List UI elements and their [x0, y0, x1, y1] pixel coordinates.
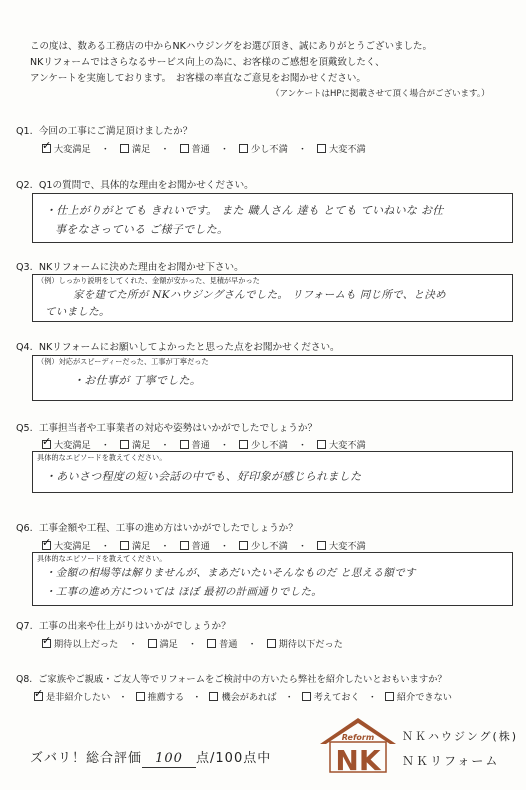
q4-question	[16, 339, 340, 353]
q7-option-3[interactable]	[207, 636, 237, 650]
q7-option-2[interactable]	[148, 636, 178, 650]
q6-answer-line-2: ・工事の進め方については ほぼ 最初の計画通りでした。	[45, 586, 323, 598]
q7-option-4-label: 期待以下だった	[278, 639, 343, 650]
q5-option-4[interactable]	[239, 437, 288, 451]
q7-number: Q7.	[16, 621, 33, 632]
checkbox-checked-icon[interactable]	[42, 440, 51, 449]
q8-option-3[interactable]	[209, 689, 276, 703]
q8-option-4[interactable]	[302, 689, 360, 703]
q4-example: （例）対応がスピーディーだった、工事が丁寧だった	[37, 357, 209, 366]
q5-option-1[interactable]	[42, 437, 91, 451]
q5-answer-line-1: ・あいさつ程度の短い会話の中でも、好印象が感じられました	[45, 470, 362, 483]
q5-text: 工事担当者や工事業者の対応や姿勢はいかがでしたでしょうか？	[38, 423, 318, 434]
intro-line-3: アンケートを実施しております。 お客様の率直なご意見をお聞かせください。	[30, 73, 366, 84]
q3-number: Q3.	[16, 262, 33, 273]
checkbox-icon[interactable]	[239, 144, 248, 153]
company-name-1: ＮＫハウジング(株)	[402, 730, 519, 743]
q8-question	[16, 671, 447, 685]
checkbox-icon[interactable]	[239, 541, 248, 550]
q1-question	[16, 123, 192, 137]
q8-option-2-label: 推薦する	[147, 692, 185, 703]
checkbox-icon[interactable]	[267, 639, 276, 648]
q6-option-5-label: 大変不満	[329, 541, 366, 552]
intro-note: （アンケートはHPに掲載させて頂く場合がございます。）	[271, 89, 490, 99]
score-suffix: 点/100点中	[196, 751, 272, 766]
q8-option-5[interactable]	[385, 689, 452, 703]
logo-reform-text: Reform	[341, 733, 375, 742]
q5-option-4-label: 少し不満	[251, 440, 288, 451]
checkbox-icon[interactable]	[120, 144, 129, 153]
q1-text: 今回の工事にご満足頂けましたか？	[38, 126, 193, 137]
checkbox-icon[interactable]	[180, 541, 189, 550]
checkbox-icon[interactable]	[209, 692, 218, 701]
q6-option-2[interactable]	[120, 538, 150, 552]
checkbox-checked-icon[interactable]	[42, 541, 51, 550]
q5-option-5-label: 大変不満	[329, 440, 366, 451]
checkbox-icon[interactable]	[180, 440, 189, 449]
q6-answer-line-1: ・金額の相場等は解りませんが、まあだいたいそんなものだ と思える額です	[45, 567, 416, 579]
checkbox-checked-icon[interactable]	[42, 144, 51, 153]
total-score	[30, 751, 271, 768]
q7-option-1-label: 期待以上だった	[54, 639, 119, 650]
q6-number: Q6.	[16, 523, 33, 534]
q3-answer-box[interactable]	[32, 274, 513, 322]
nk-reform-logo	[316, 716, 400, 774]
q3-example: （例）しっかり説明をしてくれた、金額が安かった、見積が早かった	[37, 276, 260, 285]
q6-answer-box[interactable]	[32, 552, 513, 606]
q1-option-4-label: 少し不満	[251, 144, 288, 155]
checkbox-icon[interactable]	[302, 692, 311, 701]
q5-option-2[interactable]	[120, 437, 150, 451]
q3-question	[16, 259, 244, 273]
checkbox-icon[interactable]	[148, 639, 157, 648]
q2-question	[16, 177, 254, 191]
q7-option-2-label: 満足	[159, 639, 178, 650]
q3-text: NKリフォームに決めた理由をお聞かせ下さい。	[38, 262, 244, 273]
q6-option-4[interactable]	[239, 538, 288, 552]
q8-option-4-label: 考えておく	[313, 692, 360, 703]
q2-text: Q1の質問で、具体的な理由をお聞かせください。	[38, 180, 254, 191]
q2-answer-line-2: 事をなさっている ご様子でした。	[55, 223, 229, 236]
q6-episode-label: 具体的なエピソードを教えてください。	[37, 554, 167, 563]
q7-text: 工事の出来や仕上がりはいかがでしょうか？	[38, 621, 231, 632]
q5-answer-box[interactable]	[32, 451, 513, 493]
checkbox-icon[interactable]	[120, 541, 129, 550]
q5-question	[16, 420, 317, 434]
q5-option-3[interactable]	[180, 437, 210, 451]
q5-episode-label: 具体的なエピソードを教えてください。	[37, 453, 167, 462]
q7-option-3-label: 普通	[219, 639, 238, 650]
q7-option-1[interactable]	[42, 636, 118, 650]
q8-option-2[interactable]	[136, 689, 185, 703]
q3-answer-line-2: ていました。	[45, 306, 110, 318]
q8-option-1-label: 是非紹介したい	[46, 692, 111, 703]
q8-text: ご家族やご親戚・ご友人等でリフォームをご検討中の方いたら弊社を紹介したいとおもいますか？	[38, 674, 447, 685]
q8-option-5-label: 紹介できない	[396, 692, 452, 703]
q1-options: ✓ 大変満足 ・ 満足 ・ 普通 ・ 少し不満 ・ 大変不満	[42, 141, 366, 155]
q5-option-3-label: 普通	[191, 440, 210, 451]
q1-option-2[interactable]	[120, 141, 150, 155]
checkbox-icon[interactable]	[317, 144, 326, 153]
q6-option-1[interactable]	[42, 538, 91, 552]
q4-text: NKリフォームにお願いしてよかったと思った点をお聞かせください。	[38, 342, 340, 353]
q1-option-3[interactable]	[180, 141, 210, 155]
company-name-2: ＮＫリフォーム	[402, 754, 500, 768]
q2-answer-line-1: ・仕上がりがとても きれいです。 また 職人さん 達も とても ていねいな お仕	[45, 204, 444, 217]
q1-option-5-label: 大変不満	[329, 144, 366, 155]
checkbox-icon[interactable]	[385, 692, 394, 701]
q1-option-4[interactable]	[239, 141, 288, 155]
q7-option-4[interactable]	[267, 636, 343, 650]
q4-number: Q4.	[16, 342, 33, 353]
q2-answer-box[interactable]	[32, 193, 513, 243]
q6-option-2-label: 満足	[131, 541, 151, 552]
checkbox-checked-icon[interactable]	[42, 639, 51, 648]
score-value[interactable]: 100	[142, 751, 196, 768]
q8-option-1[interactable]	[34, 689, 110, 703]
q6-question	[16, 520, 298, 534]
q6-option-1-label: 大変満足	[54, 541, 91, 552]
q6-text: 工事金額や工程、工事の進め方はいかがでしたでしょうか？	[38, 523, 298, 534]
q1-option-1-label: 大変満足	[54, 144, 91, 155]
q7-question	[16, 618, 231, 632]
q1-option-5[interactable]	[317, 141, 366, 155]
checkbox-icon[interactable]	[180, 144, 189, 153]
q5-number: Q5.	[16, 423, 33, 434]
intro-line-2: NKリフォームではさらなるサービス向上の為に、お客様のご感想を頂戴致したく、	[30, 57, 385, 68]
checkbox-icon[interactable]	[120, 440, 129, 449]
checkbox-icon[interactable]	[207, 639, 216, 648]
q7-options: ✓ 期待以上だった ・ 満足 ・ 普通 ・ 期待以下だった	[42, 636, 343, 650]
q4-answer-line-1: ・お仕事が 丁寧でした。	[73, 374, 202, 387]
q5-option-5[interactable]	[317, 437, 366, 451]
checkbox-icon[interactable]	[136, 692, 145, 701]
checkbox-checked-icon[interactable]	[34, 692, 43, 701]
checkbox-icon[interactable]	[317, 440, 326, 449]
q6-options: ✓ 大変満足 ・ 満足 ・ 普通 ・ 少し不満 ・ 大変不満	[42, 538, 366, 552]
q5-option-1-label: 大変満足	[54, 440, 91, 451]
score-label: ズバリ！総合評価	[30, 751, 143, 766]
q1-option-1[interactable]	[42, 141, 91, 155]
q2-number: Q2.	[16, 180, 33, 191]
q1-number: Q1.	[16, 126, 33, 137]
q6-option-5[interactable]	[317, 538, 366, 552]
q1-option-2-label: 満足	[131, 144, 151, 155]
q1-option-3-label: 普通	[191, 144, 210, 155]
q8-options: ✓ 是非紹介したい ・ 推薦する ・ 機会があれば ・ 考えておく ・ 紹介できない	[34, 689, 452, 703]
q5-options: ✓ 大変満足 ・ 満足 ・ 普通 ・ 少し不満 ・ 大変不満	[42, 437, 366, 451]
q6-option-3-label: 普通	[191, 541, 210, 552]
q6-option-3[interactable]	[180, 538, 210, 552]
q8-number: Q8.	[16, 674, 33, 685]
q6-option-4-label: 少し不満	[251, 541, 288, 552]
q3-answer-line-1: 家を建てた所が NKハウジングさんでした。 リフォームも 同じ所で、と決め	[73, 289, 446, 301]
q8-option-3-label: 機会があれば	[221, 692, 277, 703]
q4-answer-box[interactable]	[32, 355, 513, 401]
q5-option-2-label: 満足	[131, 440, 151, 451]
logo-letters: NK	[335, 744, 381, 774]
checkbox-icon[interactable]	[239, 440, 248, 449]
checkbox-icon[interactable]	[317, 541, 326, 550]
intro-line-1: この度は、数ある工務店の中からNKハウジングをお選び頂き、誠にありがとうございました。	[30, 41, 433, 52]
